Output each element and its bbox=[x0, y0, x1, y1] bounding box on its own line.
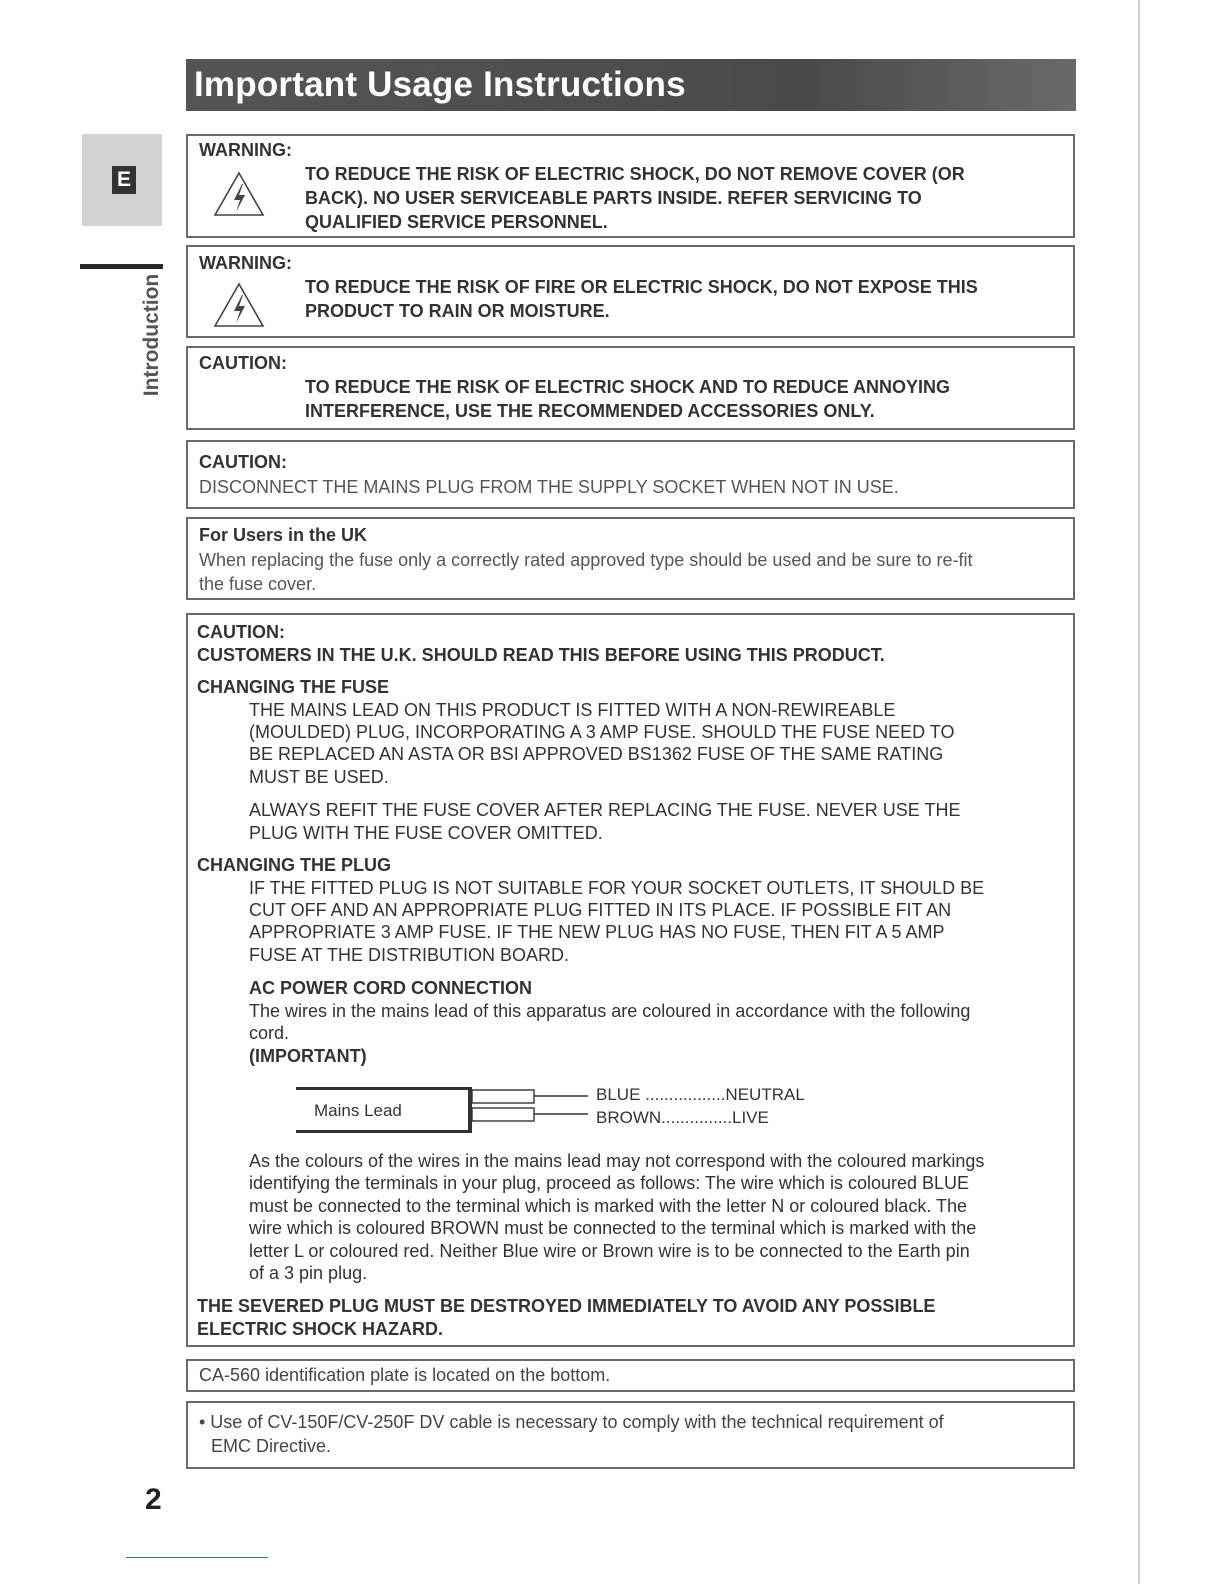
mains-lead-diagram bbox=[296, 1079, 856, 1139]
side-section-label: Introduction bbox=[140, 273, 163, 397]
colour-line: wire which is coloured BROWN must be connected to the terminal which is marked with the bbox=[249, 1218, 977, 1238]
id-plate-text: CA-560 identification plate is located on the bottom. bbox=[199, 1365, 611, 1385]
fuse-line: (MOULDED) PLUG, INCORPORATING A 3 AMP FUSE. SHOULD THE FUSE NEED TO bbox=[249, 722, 955, 742]
warning-header: WARNING: bbox=[199, 253, 292, 273]
colour-line: of a 3 pin plug. bbox=[249, 1263, 368, 1283]
caution-box-disconnect bbox=[186, 440, 1075, 509]
severed-plug-warning: ELECTRIC SHOCK HAZARD. bbox=[197, 1319, 443, 1339]
ac-power-cord-heading: AC POWER CORD CONNECTION bbox=[249, 978, 532, 998]
caution-box-interference bbox=[186, 346, 1075, 430]
wire-connector-graphic bbox=[472, 1079, 592, 1139]
colour-line: letter L or coloured red. Neither Blue wire or Brown wire is to be connected to the Earth pin bbox=[249, 1241, 970, 1261]
plug-line: APPROPRIATE 3 AMP FUSE. IF THE NEW PLUG HAS NO FUSE, THEN FIT A 5 AMP bbox=[249, 922, 945, 942]
colour-line: identifying the terminals in your plug, proceed as follows: The wire which is coloured BLUE bbox=[249, 1173, 970, 1193]
warning-line: QUALIFIED SERVICE PERSONNEL. bbox=[305, 212, 608, 232]
fuse-line: BE REPLACED AN ASTA OR BSI APPROVED BS1362 FUSE OF THE SAME RATING bbox=[249, 744, 944, 764]
caution-text: DISCONNECT THE MAINS PLUG FROM THE SUPPLY SOCKET WHEN NOT IN USE. bbox=[199, 477, 899, 497]
uk-users-line: When replacing the fuse only a correctly rated approved type should be used and be sure to re-fit bbox=[199, 550, 973, 570]
emc-note-box bbox=[186, 1401, 1075, 1469]
colour-line: must be connected to the terminal which is marked with the letter N or coloured black. The bbox=[249, 1196, 968, 1216]
blue-wire-label: BLUE .................NEUTRAL bbox=[596, 1085, 805, 1104]
uk-caution-box bbox=[186, 613, 1075, 1347]
uk-users-box bbox=[186, 517, 1075, 600]
warning-box-moisture bbox=[186, 245, 1075, 338]
electric-shock-warning-icon bbox=[212, 281, 266, 329]
ac-line: cord. bbox=[249, 1023, 290, 1043]
fuse-line: PLUG WITH THE FUSE COVER OMITTED. bbox=[249, 823, 603, 843]
warning-text bbox=[305, 275, 1059, 323]
caution-header: CAUTION: bbox=[199, 452, 287, 472]
warning-line: TO REDUCE THE RISK OF FIRE OR ELECTRIC SHOCK, DO NOT EXPOSE THIS bbox=[305, 277, 978, 297]
bottom-link-rule bbox=[126, 1557, 268, 1558]
electric-shock-warning-icon bbox=[212, 170, 266, 218]
ac-line: The wires in the mains lead of this apparatus are coloured in accordance with the following bbox=[249, 1001, 971, 1021]
uk-users-text bbox=[199, 548, 1062, 596]
side-divider bbox=[80, 264, 163, 269]
warning-line: BACK). NO USER SERVICEABLE PARTS INSIDE. REFER SERVICING TO bbox=[305, 188, 922, 208]
section-tab-letter: E bbox=[112, 166, 136, 194]
warning-text bbox=[305, 162, 1059, 234]
plug-line: CUT OFF AND AN APPROPRIATE PLUG FITTED IN ITS PLACE. IF POSSIBLE FIT AN bbox=[249, 900, 952, 920]
important-label: (IMPORTANT) bbox=[249, 1046, 367, 1066]
mains-lead-label: Mains Lead bbox=[314, 1101, 402, 1120]
emc-line: EMC Directive. bbox=[211, 1436, 332, 1456]
uk-caution-subheader: CUSTOMERS IN THE U.K. SHOULD READ THIS BEFORE USING THIS PRODUCT. bbox=[197, 645, 885, 665]
section-tab bbox=[82, 134, 162, 226]
fuse-line: ALWAYS REFIT THE FUSE COVER AFTER REPLACING THE FUSE. NEVER USE THE bbox=[249, 800, 961, 820]
fuse-line: THE MAINS LEAD ON THIS PRODUCT IS FITTED WITH A NON-REWIREABLE bbox=[249, 700, 896, 720]
severed-plug-warning: THE SEVERED PLUG MUST BE DESTROYED IMMEDIATELY TO AVOID ANY POSSIBLE bbox=[197, 1296, 936, 1316]
changing-fuse-heading: CHANGING THE FUSE bbox=[197, 677, 390, 697]
warning-header: WARNING: bbox=[199, 140, 292, 160]
plug-line: FUSE AT THE DISTRIBUTION BOARD. bbox=[249, 945, 570, 965]
fuse-line: MUST BE USED. bbox=[249, 767, 389, 787]
mains-lead-box bbox=[296, 1087, 472, 1133]
caution-header: CAUTION: bbox=[199, 353, 287, 373]
caution-line: INTERFERENCE, USE THE RECOMMENDED ACCESSORIES ONLY. bbox=[305, 401, 875, 421]
brown-wire-label: BROWN...............LIVE bbox=[596, 1108, 769, 1127]
uk-users-header: For Users in the UK bbox=[199, 525, 368, 545]
warning-box-shock bbox=[186, 134, 1075, 238]
page-edge-rule bbox=[1138, 0, 1140, 1584]
page-number: 2 bbox=[145, 1483, 162, 1516]
caution-text bbox=[305, 375, 1059, 423]
page-title: Important Usage Instructions bbox=[186, 59, 1076, 111]
plug-line: IF THE FITTED PLUG IS NOT SUITABLE FOR YOUR SOCKET OUTLETS, IT SHOULD BE bbox=[249, 878, 985, 898]
colour-line: As the colours of the wires in the mains lead may not correspond with the coloured markings bbox=[249, 1151, 985, 1171]
changing-plug-heading: CHANGING THE PLUG bbox=[197, 855, 392, 875]
id-plate-box bbox=[186, 1359, 1075, 1392]
warning-line: TO REDUCE THE RISK OF ELECTRIC SHOCK, DO NOT REMOVE COVER (OR bbox=[305, 164, 965, 184]
warning-line: PRODUCT TO RAIN OR MOISTURE. bbox=[305, 301, 610, 321]
uk-users-line: the fuse cover. bbox=[199, 574, 317, 594]
emc-line: • Use of CV-150F/CV-250F DV cable is necessary to comply with the technical requirement of bbox=[199, 1412, 944, 1432]
caution-header: CAUTION: bbox=[197, 622, 285, 642]
caution-line: TO REDUCE THE RISK OF ELECTRIC SHOCK AND TO REDUCE ANNOYING bbox=[305, 377, 951, 397]
